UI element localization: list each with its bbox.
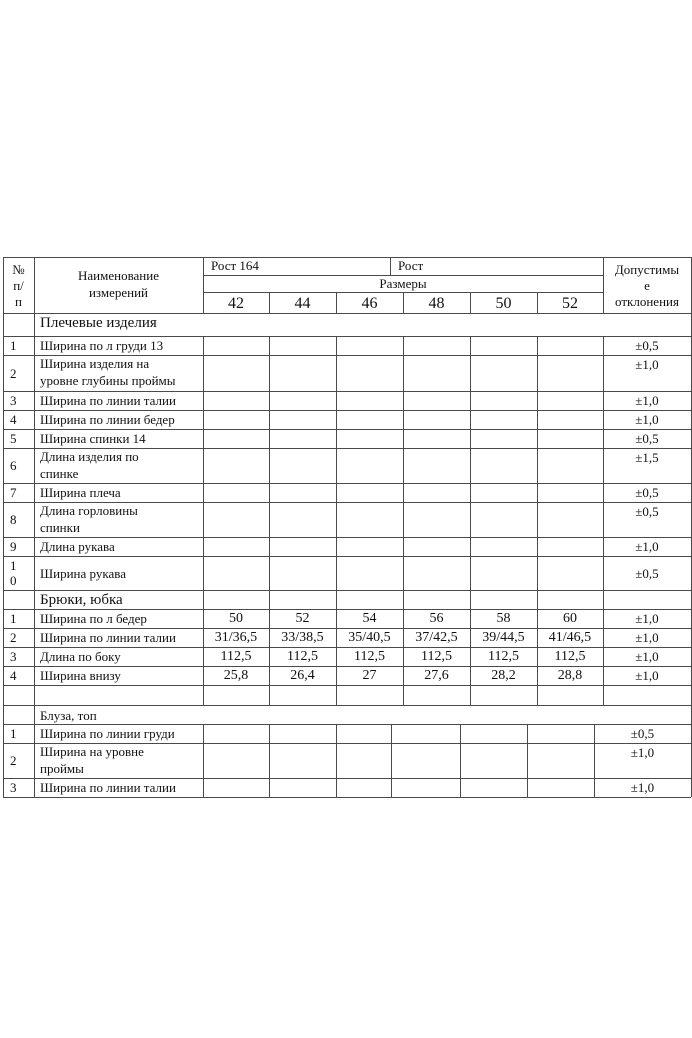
grid-line (3, 355, 4, 391)
size-value: 112,5 (287, 648, 318, 664)
size-value: 39/44,5 (482, 629, 525, 645)
grid-line (3, 313, 4, 336)
grid-line (3, 743, 4, 778)
grid-line (3, 429, 691, 430)
grid-line (269, 778, 270, 797)
sizes-label: Размеры (379, 276, 427, 291)
size-header: 50 (495, 295, 512, 312)
measurement-name: Ширина по л бедер (40, 611, 147, 626)
grid-line (537, 336, 538, 355)
size-value: 52 (295, 610, 310, 626)
grid-line (403, 537, 404, 556)
size-value: 31/36,5 (214, 629, 258, 645)
size-value: 60 (563, 610, 577, 626)
grid-line (269, 590, 270, 609)
tolerance-value: ±0,5 (635, 504, 659, 519)
grid-line (336, 556, 337, 590)
grid-line (336, 336, 337, 355)
row-number: 7 (10, 485, 17, 500)
grid-line (3, 556, 4, 590)
tolerance-value: ±1,5 (635, 450, 659, 465)
grid-line (390, 257, 391, 275)
row-number: 6 (10, 458, 17, 473)
col-name-header: Наименование (78, 268, 159, 283)
measurement-name: Ширина по линии бедер (40, 412, 175, 427)
row-number: 2 (10, 365, 17, 381)
grid-line (460, 724, 461, 743)
grid-line (34, 724, 35, 743)
grid-line (269, 556, 270, 590)
grid-line (391, 778, 392, 797)
grid-line (3, 483, 4, 502)
grid-line (403, 502, 404, 537)
grid-line (537, 429, 538, 448)
grid-line (269, 355, 270, 391)
row-number: 1 (10, 338, 17, 353)
grid-line (34, 556, 35, 590)
grid-line (34, 705, 35, 724)
grid-line (203, 355, 204, 391)
grid-line (3, 483, 691, 484)
grid-line (403, 448, 404, 483)
grid-line (470, 336, 471, 355)
grid-line (537, 391, 538, 410)
measurement-name: Ширина внизу (40, 668, 121, 683)
col-number-header: п (15, 294, 22, 309)
measurement-name: Длина рукава (40, 539, 115, 554)
grid-line (269, 743, 270, 778)
grid-line (34, 336, 35, 355)
grid-line (537, 410, 538, 429)
row-number: 5 (10, 431, 17, 446)
row-number: 2 (10, 630, 17, 645)
grid-line (3, 590, 4, 609)
measurement-name: Длина изделия по (40, 449, 139, 464)
tolerance-value: ±0,5 (635, 431, 659, 446)
grid-line (470, 410, 471, 429)
grid-line (34, 429, 35, 448)
grid-line (34, 778, 35, 797)
grid-line (336, 685, 337, 705)
row-number: 4 (10, 668, 17, 683)
grid-line (203, 502, 204, 537)
grid-line (470, 355, 471, 391)
grid-line (3, 705, 4, 724)
size-value: 35/40,5 (348, 629, 391, 645)
grid-line (470, 483, 471, 502)
grid-line (3, 502, 4, 537)
grid-line (470, 448, 471, 483)
size-value: 41/46,5 (548, 629, 592, 645)
grid-line (403, 429, 404, 448)
row-number: 3 (10, 780, 17, 795)
grid-line (34, 537, 35, 556)
measurement-name: Ширина по л груди 13 (40, 338, 164, 353)
section-title: Плечевые изделия (40, 315, 157, 331)
size-value: 27 (362, 667, 377, 683)
grid-line (3, 257, 691, 258)
measurement-name: Длина горловины (40, 503, 138, 518)
measurement-name: спинке (40, 466, 79, 481)
measurement-name: Ширина по линии талии (40, 393, 176, 408)
grid-line (3, 410, 4, 429)
grid-line (403, 355, 404, 391)
measurement-name: проймы (40, 761, 84, 776)
grid-line (336, 743, 337, 778)
grid-line (336, 502, 337, 537)
grid-line (403, 391, 404, 410)
size-value: 37/42,5 (415, 629, 458, 645)
row-number: 8 (10, 512, 17, 527)
size-value: 26,4 (290, 667, 315, 683)
grid-line (34, 743, 35, 778)
grid-line (336, 429, 337, 448)
grid-line (336, 448, 337, 483)
size-value: 58 (496, 610, 511, 626)
grid-line (3, 685, 4, 705)
grid-line (34, 313, 35, 336)
grid-line (336, 590, 337, 609)
grid-line (34, 483, 35, 502)
grid-line (403, 410, 404, 429)
grid-line (34, 355, 35, 391)
grid-line (3, 448, 4, 483)
grid-line (34, 590, 35, 609)
grid-line (3, 429, 4, 448)
grid-line (203, 743, 204, 778)
grid-line (403, 556, 404, 590)
grid-line (34, 647, 35, 666)
tolerance-value: ±0,5 (630, 726, 655, 741)
measurement-name: спинки (40, 520, 80, 535)
grid-line (470, 502, 471, 537)
grid-line (269, 724, 270, 743)
row-number: 3 (10, 649, 17, 664)
grid-line (537, 556, 538, 590)
grid-line (203, 724, 204, 743)
grid-line (269, 537, 270, 556)
grid-line (269, 336, 270, 355)
grid-line (34, 628, 35, 647)
tolerance-value: ±0,5 (635, 485, 659, 500)
grid-line (34, 410, 35, 429)
tolerance-value: ±1,0 (635, 539, 659, 554)
grid-line (336, 391, 337, 410)
section-title: Брюки, юбка (40, 592, 123, 608)
tolerance-value: ±1,0 (635, 649, 659, 664)
grid-line (269, 410, 270, 429)
tolerance-value: ±0,5 (635, 338, 659, 353)
grid-line (203, 590, 204, 609)
grid-line (3, 724, 4, 743)
size-value: 112,5 (220, 648, 252, 664)
rost-label: Рост 164 (211, 258, 259, 273)
tolerance-value: ±1,0 (635, 611, 659, 626)
grid-line (3, 590, 691, 591)
size-value: 112,5 (554, 648, 586, 664)
tolerance-value: ±0,5 (635, 565, 659, 581)
measurement-name: Ширина на уровне (40, 744, 144, 759)
grid-line (336, 537, 337, 556)
grid-line (470, 685, 471, 705)
grid-line (537, 448, 538, 483)
measurement-name: Ширина плеча (40, 485, 121, 500)
tolerance-value: ±1,0 (635, 393, 659, 408)
grid-line (3, 391, 4, 410)
grid-line (336, 724, 337, 743)
grid-line (527, 743, 528, 778)
grid-line (470, 590, 471, 609)
grid-line (3, 647, 4, 666)
row-number: 0 (10, 573, 17, 588)
size-value: 33/38,5 (281, 629, 324, 645)
grid-line (3, 705, 691, 706)
rost-label: Рост (398, 258, 424, 273)
size-value: 50 (229, 610, 243, 626)
grid-line (3, 537, 4, 556)
grid-line (3, 609, 4, 628)
grid-line (336, 355, 337, 391)
section-title: Блуза, топ (40, 708, 97, 723)
grid-line (34, 666, 35, 685)
row-number: 1 (10, 558, 17, 573)
measurement-name: Ширина изделия на (40, 356, 150, 371)
grid-line (3, 778, 691, 779)
tolerance-value: ±1,0 (635, 668, 659, 683)
grid-line (269, 391, 270, 410)
grid-line (269, 429, 270, 448)
size-value: 25,8 (223, 667, 249, 683)
grid-line (203, 537, 204, 556)
grid-line (34, 609, 35, 628)
grid-line (403, 685, 404, 705)
size-value: 54 (362, 610, 377, 626)
size-value: 112,5 (421, 648, 452, 664)
grid-line (203, 556, 204, 590)
size-value: 28,2 (491, 667, 516, 683)
size-header: 42 (228, 295, 244, 312)
row-number: 3 (10, 393, 17, 408)
grid-line (203, 778, 204, 797)
grid-line (336, 778, 337, 797)
col-number-header: п/ (13, 278, 24, 293)
tolerance-value: ±1,0 (635, 412, 659, 427)
grid-line (3, 724, 691, 725)
grid-line (470, 556, 471, 590)
grid-line (537, 537, 538, 556)
grid-line (34, 685, 35, 705)
grid-line (34, 448, 35, 483)
grid-line (203, 685, 204, 705)
grid-line (34, 391, 35, 410)
size-value: 112,5 (354, 648, 385, 664)
col-number-header: № (12, 262, 25, 277)
measurement-name: Ширина спинки 14 (40, 431, 146, 446)
measurement-name: Ширина по линии груди (40, 726, 175, 741)
grid-line (470, 391, 471, 410)
measurement-name: Ширина по линии талии (40, 780, 176, 795)
size-header: 44 (294, 295, 311, 312)
size-header: 52 (562, 295, 578, 312)
size-value: 112,5 (488, 648, 519, 664)
row-number: 4 (10, 412, 17, 427)
size-value: 28,8 (557, 667, 583, 683)
size-value: 56 (429, 610, 444, 626)
grid-line (269, 502, 270, 537)
grid-line (3, 336, 4, 355)
measurement-name: Ширина рукава (40, 565, 126, 581)
tolerance-value: ±1,0 (635, 357, 659, 372)
tolerance-value: ±1,0 (630, 780, 655, 795)
grid-line (527, 778, 528, 797)
row-number: 9 (10, 539, 17, 554)
grid-line (603, 685, 604, 705)
grid-line (203, 410, 204, 429)
grid-line (3, 537, 691, 538)
row-number: 1 (10, 726, 17, 741)
size-header: 46 (361, 295, 378, 312)
grid-line (3, 556, 691, 557)
grid-line (203, 483, 204, 502)
grid-line (3, 391, 691, 392)
grid-line (269, 685, 270, 705)
grid-line (203, 429, 204, 448)
grid-line (527, 724, 528, 743)
tolerance-value: ±1,0 (635, 630, 659, 645)
grid-line (34, 502, 35, 537)
grid-line (403, 483, 404, 502)
grid-line (603, 590, 604, 609)
measurement-name: Длина по боку (40, 649, 121, 664)
row-number: 2 (10, 753, 17, 768)
col-name-header: измерений (88, 285, 149, 300)
grid-line (336, 410, 337, 429)
grid-line (3, 336, 691, 337)
row-number: 1 (10, 611, 17, 626)
tolerance-value: ±1,0 (630, 745, 655, 760)
grid-line (203, 336, 204, 355)
size-value: 27,6 (424, 667, 449, 683)
measurement-name: уровне глубины проймы (40, 373, 176, 388)
grid-line (537, 590, 538, 609)
grid-line (3, 685, 691, 686)
grid-line (537, 685, 538, 705)
grid-line (403, 590, 404, 609)
grid-line (537, 355, 538, 391)
grid-line (537, 483, 538, 502)
grid-line (203, 391, 204, 410)
grid-line (3, 666, 4, 685)
grid-line (460, 743, 461, 778)
grid-line (3, 313, 691, 314)
grid-line (3, 628, 4, 647)
grid-line (391, 724, 392, 743)
grid-line (3, 778, 4, 797)
tolerance-header: Допустимы (614, 262, 680, 277)
grid-line (3, 410, 691, 411)
grid-line (203, 448, 204, 483)
grid-line (269, 483, 270, 502)
grid-line (269, 448, 270, 483)
grid-line (3, 797, 691, 798)
grid-line (470, 429, 471, 448)
grid-line (336, 483, 337, 502)
tolerance-header: отклонения (615, 294, 679, 309)
tolerance-header: е (644, 278, 650, 293)
grid-line (470, 537, 471, 556)
grid-line (403, 336, 404, 355)
measurement-name: Ширина по линии талии (40, 630, 176, 645)
grid-line (460, 778, 461, 797)
grid-line (391, 743, 392, 778)
size-header: 48 (428, 295, 445, 312)
grid-line (537, 502, 538, 537)
